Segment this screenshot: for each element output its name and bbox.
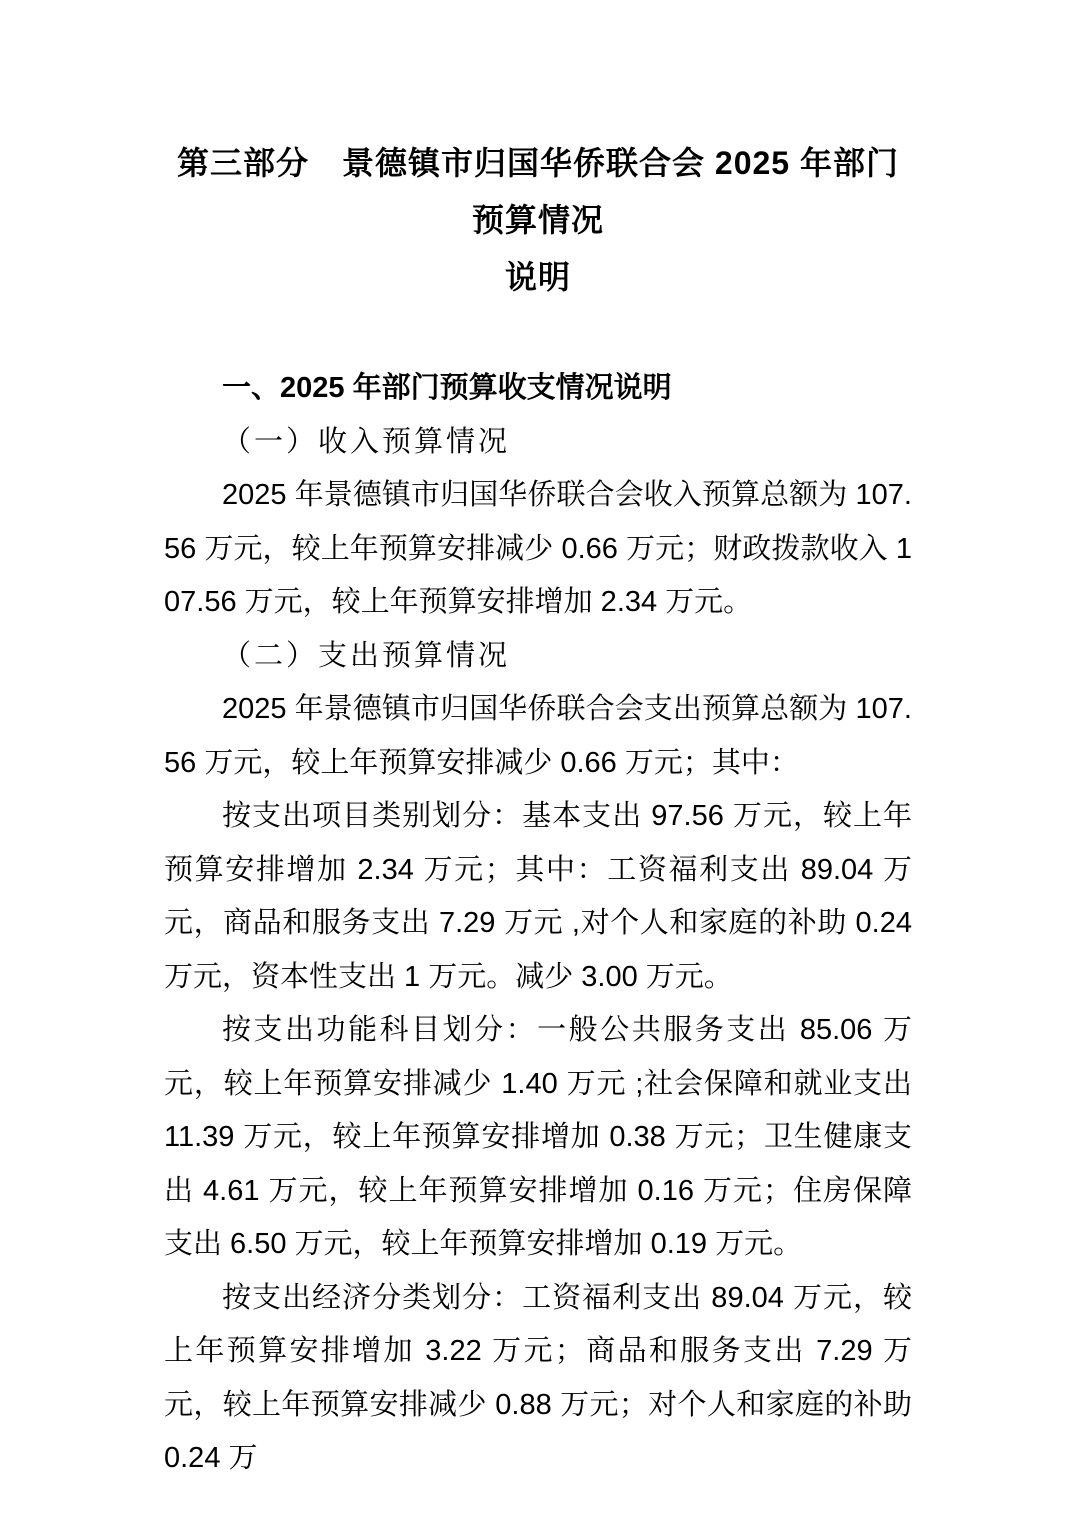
paragraph-expense-by-economic: 按支出经济分类划分：工资福利支出 89.04 万元，较上年预算安排增加 3.22 万元；商品和服务支出 7.29 万元，较上年预算安排减少 0.88 万元；对个人和家庭的补助 0.24 万 [164,1281,912,1474]
document-content [164,135,912,1486]
subsection-heading-income: （一）收入预算情况 [222,425,511,458]
document-title [164,135,912,306]
document-title-line1: 第三部分 景德镇市归国华侨联合会 2025 年部门预算情况 [177,145,899,238]
paragraph-expense-by-function: 按支出功能科目划分：一般公共服务支出 85.06 万元，较上年预算安排减少 1.40 万元 ;社会保障和就业支出 11.39 万元，较上年预算安排增加 0.38 万元；卫生健康支出 4.61 万元，较上年预算安排增加 0.16 万元；住房保障支出 6.50 万元，较上年预算安排增加 0.19 万元。 [164,1014,913,1260]
paragraph-expense-by-item: 按支出项目类别划分：基本支出 97.56 万元，较上年预算安排增加 2.34 万元；其中：工资福利支出 89.04 万元，商品和服务支出 7.29 万元 ,对个人和家庭的补助 0.24 万元，资本性支出 1 万元。减少 3.00 万元。 [164,800,912,993]
subsection-heading-expense: （二）支出预算情况 [222,639,511,672]
paragraph-income-budget: 2025 年景德镇市归国华侨联合会收入预算总额为 107.56 万元，较上年预算安排减少 0.66 万元；财政拨款收入 107.56 万元，较上年预算安排增加 2.34 万元。 [164,479,912,618]
paragraph-expense-total: 2025 年景德镇市归国华侨联合会支出预算总额为 107.56 万元，较上年预算安排减少 0.66 万元；其中： [164,693,912,779]
section-heading-budget-overview: 一、2025 年部门预算收支情况说明 [222,372,672,404]
document-title-line2: 说明 [504,259,571,295]
